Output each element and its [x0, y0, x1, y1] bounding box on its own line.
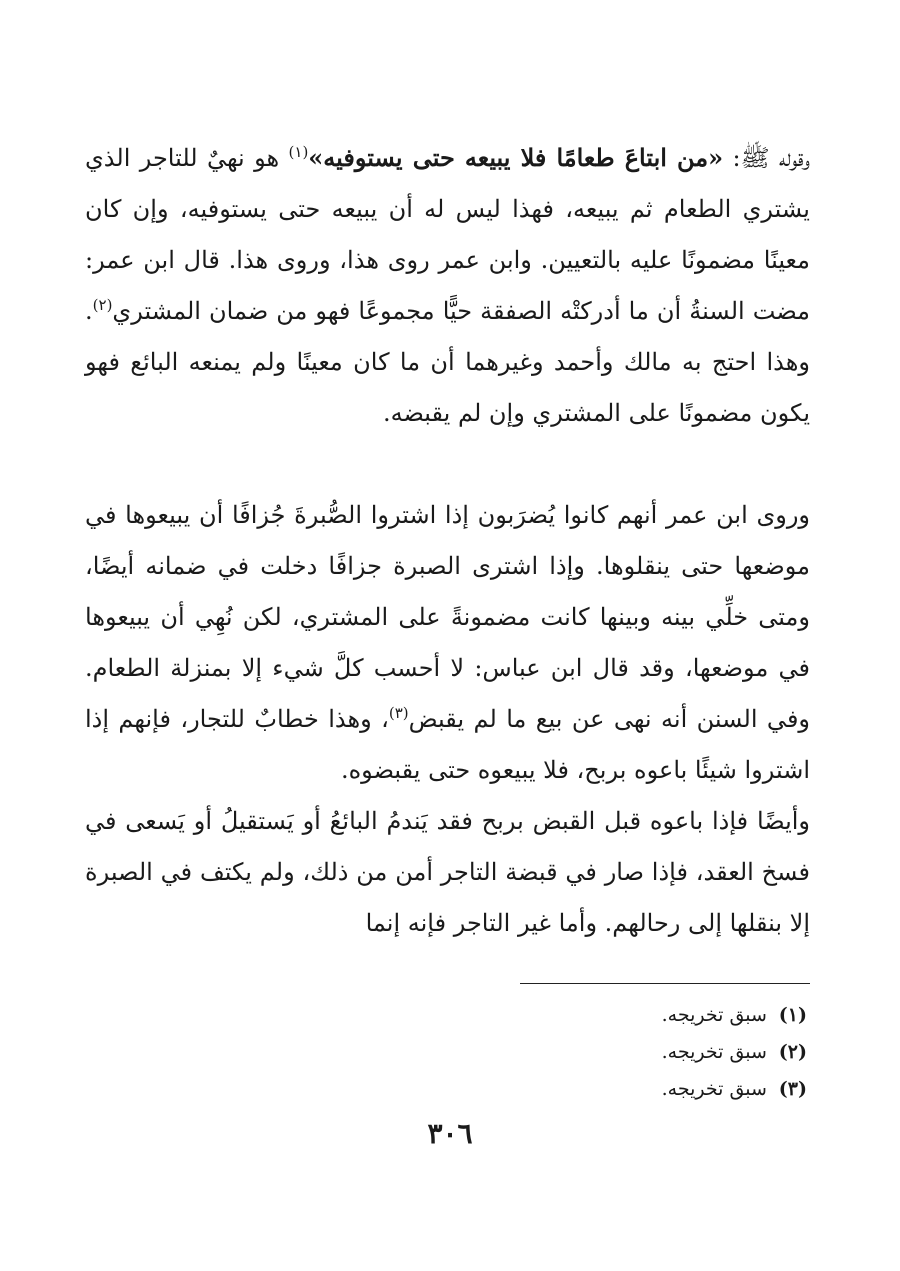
paragraph-1-text [85, 132, 810, 439]
footnote-2 [662, 1034, 807, 1071]
paragraph-2 [85, 490, 810, 796]
footnote-1-number: (١) [778, 1004, 807, 1026]
paragraph-3-text: وأيضًا فإذا باعوه قبل القبض بربح فقد يَندمُ البائعُ أو يَستقيلُ أو يَسعى في فسخ العقد، فإذا صار في قبضة التاجر أمن من ذلك، ولم يكتف في الصبرة إلا بنقلها إلى رحالهم. وأما غير التاجر فإنه إنما [85, 807, 810, 937]
paragraph-2-text [85, 490, 810, 796]
footnote-3-text: سبق تخريجه. [661, 1078, 767, 1100]
footnote-3 [662, 1071, 807, 1108]
footnote-ref-3: (٣) [388, 704, 409, 722]
paragraph-1-text-b: . وهذا احتج به مالك وأحمد وغيرهما أن ما كان معينًا ولم يمنعه البائع فهو يكون مضمونًا على المشتري وإن لم يقبضه. [85, 297, 810, 427]
footnote-ref-2: (٢) [92, 296, 113, 314]
page-number: ٣٠٦ [427, 1117, 473, 1150]
paragraph-1-text-a: هو نهيٌ للتاجر الذي يشتري الطعام ثم يبيعه، فهذا ليس له أن يبيعه حتى يستوفيه، وإن كان معينًا مضمونًا عليه بالتعيين. وابن عمر روى هذا، وروى هذا. قال ابن عمر: مضت السنةُ أن ما أدركتْه الصفقة حيًّا مجموعًا فهو من ضمان المشتري [85, 144, 810, 325]
footnotes [662, 997, 807, 1108]
paragraph-1-intro: وقوله ﷺ: [723, 144, 811, 172]
paragraph-2-text-b: ، وهذا خطابٌ للتجار، فإنهم إذا اشتروا شيئًا باعوه بربح، فلا يبيعوه حتى يقبضوه. [85, 705, 810, 784]
footnote-separator [520, 983, 810, 984]
paragraph-1 [85, 132, 810, 439]
footnote-ref-1: (١) [288, 143, 309, 161]
footnote-2-text: سبق تخريجه. [661, 1041, 767, 1063]
hadith-quote: «من ابتاعَ طعامًا فلا يبيعه حتى يستوفيه» [308, 143, 724, 172]
footnote-3-number: (٣) [778, 1078, 807, 1100]
footnote-2-number: (٢) [778, 1041, 807, 1063]
paragraph-2-text-a: وروى ابن عمر أنهم كانوا يُضرَبون إذا اشتروا الصُّبرةَ جُزافًا أن يبيعوها في موضعها حتى ينقلوها. وإذا اشترى الصبرة جزافًا دخلت في ضمانه أيضًا، ومتى خلِّي بينه وبينها كانت مضمونةً على المشتري، لكن نُهِي أن يبيعوها في موضعها، وقد قال ابن عباس: لا أحسب كلَّ شيء إلا بمنزلة الطعام. وفي السنن أنه نهى عن بيع ما لم يقبض [85, 501, 811, 733]
footnote-1 [662, 997, 807, 1034]
paragraph-3 [85, 796, 810, 949]
footnote-1-text: سبق تخريجه. [661, 1004, 767, 1026]
